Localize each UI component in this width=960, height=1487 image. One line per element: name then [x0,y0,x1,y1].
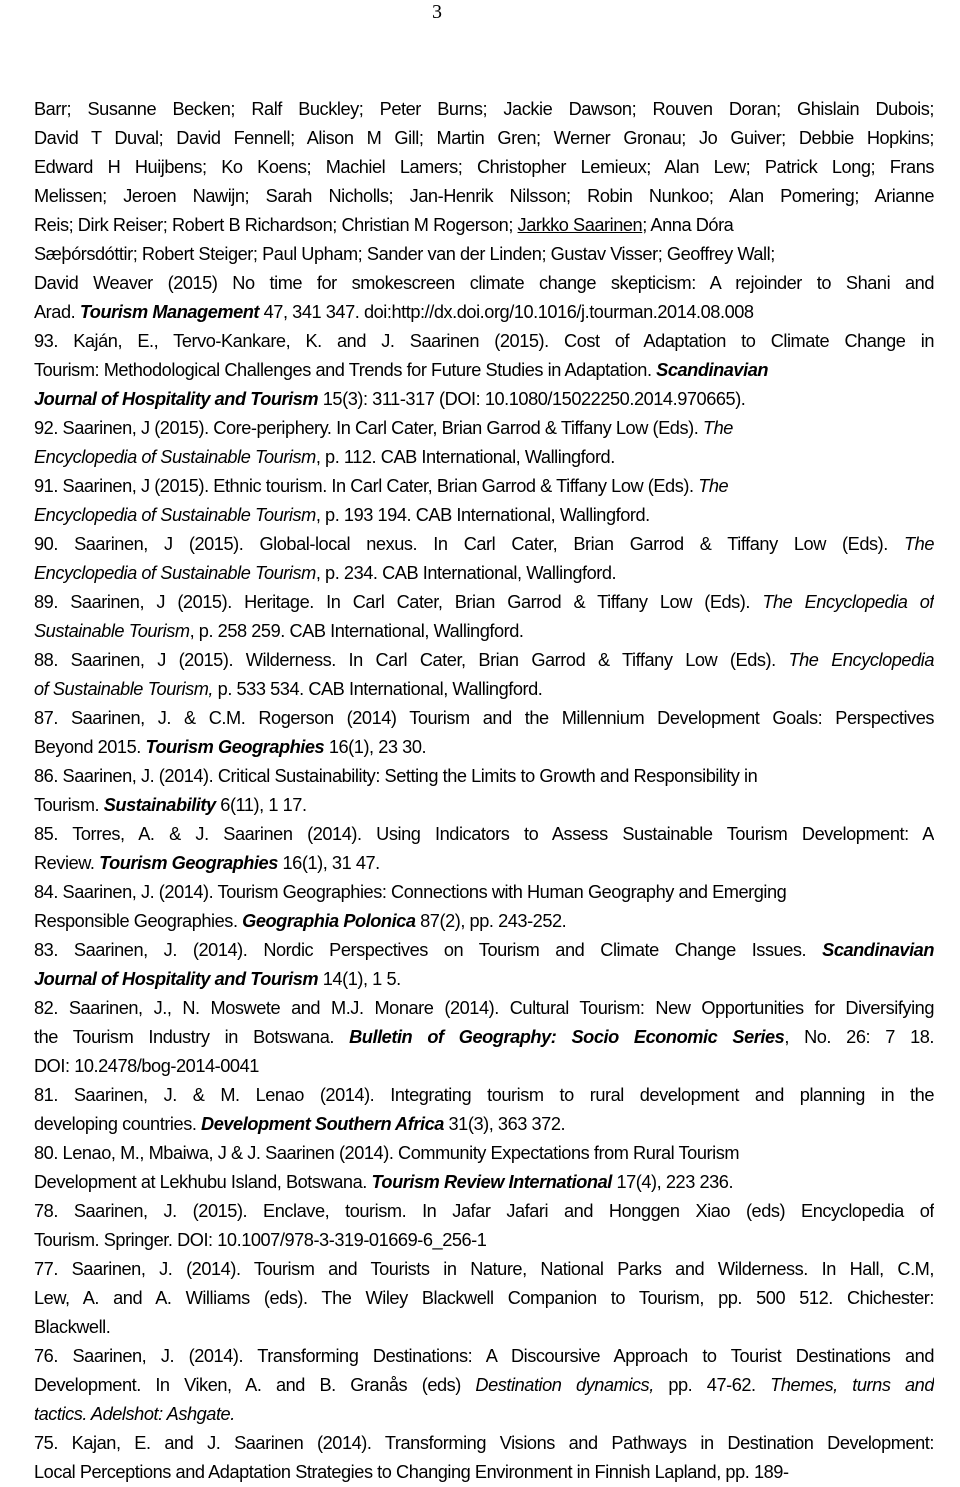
reference-line [34,617,934,646]
reference-text: 80. Lenao, M., Mbaiwa, J & J. Saarinen (2014). Community Expectations from Rural Tourism [34,1143,740,1163]
reference-text: 87(2), pp. 243-252. [415,911,567,931]
reference-line [34,820,934,849]
book-title: Themes, turns and [770,1375,934,1395]
reference-text: Responsible Geographies. [34,911,243,931]
reference-text: David T Duval; David Fennell; Alison M Gill; Martin Gren; Werner Gronau; Jo Guiver; Debbie Hopkins; [34,128,934,148]
reference-line [34,211,934,240]
reference-text: 82. Saarinen, J., N. Moswete and M.J. Monare (2014). Cultural Tourism: New Opportunities for Diversifying [34,998,934,1018]
reference-line [34,559,934,588]
reference-text: pp. 47-62. [653,1375,771,1395]
reference-text: 86. Saarinen, J. (2014). Critical Sustainability: Setting the Limits to Growth and Responsibility in [34,766,758,786]
reference-text: Local Perceptions and Adaptation Strategies to Changing Environment in Finnish Lapland, pp. 189- [34,1462,789,1482]
reference-text: 31(3), 363 372. [443,1114,566,1134]
reference-line [34,443,934,472]
reference-line [34,1226,934,1255]
reference-text: 84. Saarinen, J. (2014). Tourism Geographies: Connections with Human Geography and Emerging [34,882,787,902]
reference-line [34,298,934,327]
reference-text: Lew, A. and A. Williams (eds). The Wiley Blackwell Companion to Tourism, pp. 500 512. Chichester: [34,1288,934,1308]
journal-title: Journal of Hospitality and Tourism [34,389,319,409]
journal-title: Tourism Geographies [99,853,278,873]
reference-line [34,646,934,675]
reference-line [34,675,934,704]
book-title: Sustainable Tourism [34,621,190,641]
reference-line [34,965,934,994]
reference-text: , No. 26: 7 18. [784,1027,934,1047]
reference-line [34,124,934,153]
reference-text: 93. Kaján, E., Tervo-Kankare, K. and J. Saarinen (2015). Cost of Adaptation to Climate Change in [34,331,934,351]
reference-text: Tourism. Springer. DOI: 10.1007/978-3-319-01669-6_256-1 [34,1230,487,1250]
reference-text: Reis; Dirk Reiser; Robert B Richardson; Christian M Rogerson; [34,215,518,235]
reference-text: 75. Kajan, E. and J. Saarinen (2014). Transforming Visions and Pathways in Destination Development: [34,1433,934,1453]
reference-list [34,95,934,1487]
book-title: The [698,476,729,496]
reference-text: Sæþórsdóttir; Robert Steiger; Paul Upham; Sander van der Linden; Gustav Visser; Geoffrey Wall; [34,244,775,264]
author-link: Jarkko Saarinen [517,215,643,235]
journal-title: Scandinavian [656,360,769,380]
book-title: The Encyclopedia of [762,592,934,612]
reference-line [34,327,934,356]
reference-text: 76. Saarinen, J. (2014). Transforming Destinations: A Discoursive Approach to Tourist Destinations and [34,1346,934,1366]
reference-line [34,878,934,907]
journal-title: Development Southern Africa [201,1114,444,1134]
reference-text: Tourism: Methodological Challenges and Trends for Future Studies in Adaptation. [34,360,657,380]
journal-title: Bulletin of Geography: Socio Economic Series [349,1027,785,1047]
reference-text: 89. Saarinen, J (2015). Heritage. In Carl Cater, Brian Garrod & Tiffany Low (Eds). [34,592,763,612]
reference-text: p. 533 534. CAB International, Wallingford. [213,679,543,699]
book-title: of Sustainable Tourism, [34,679,214,699]
reference-line [34,1197,934,1226]
reference-text: Development at Lekhubu Island, Botswana. [34,1172,372,1192]
reference-line [34,1081,934,1110]
reference-line [34,907,934,936]
reference-line [34,1371,934,1400]
journal-title: Tourism Review International [371,1172,612,1192]
reference-line [34,588,934,617]
reference-line [34,530,934,559]
book-title: The Encyclopedia [788,650,934,670]
reference-line [34,240,934,269]
reference-text: , p. 112. CAB International, Wallingford. [315,447,615,467]
page-number: 3 [432,1,442,23]
reference-line [34,936,934,965]
reference-line [34,791,934,820]
reference-text: 88. Saarinen, J (2015). Wilderness. In Carl Cater, Brian Garrod & Tiffany Low (Eds). [34,650,789,670]
book-title: Encyclopedia of Sustainable Tourism [34,447,316,467]
reference-line [34,1313,934,1342]
journal-title: Tourism Geographies [145,737,325,757]
reference-text: David Weaver (2015) No time for smokescreen climate change skepticism: A rejoinder to Shani and [34,273,934,293]
reference-text: ; Anna Dóra [642,215,734,235]
reference-line [34,849,934,878]
reference-text: 6(11), 1 17. [215,795,307,815]
reference-line [34,1255,934,1284]
reference-line [34,1284,934,1313]
reference-line [34,1400,934,1429]
reference-text: developing countries. [34,1114,202,1134]
reference-text: Arad. [34,302,80,322]
reference-line [34,1052,934,1081]
reference-line [34,1429,934,1458]
reference-line [34,762,934,791]
reference-line [34,994,934,1023]
book-title: The [702,418,733,438]
reference-text: 90. Saarinen, J (2015). Global-local nexus. In Carl Cater, Brian Garrod & Tiffany Low (Eds). [34,534,904,554]
journal-title: Sustainability [103,795,216,815]
reference-text: Review. [34,853,100,873]
reference-text: 85. Torres, A. & J. Saarinen (2014). Using Indicators to Assess Sustainable Tourism Development: A [34,824,934,844]
reference-text: 15(3): 311-317 (DOI: 10.1080/15022250.2014.970665). [318,389,746,409]
reference-text: DOI: 10.2478/bog-2014-0041 [34,1056,259,1076]
reference-text: Edward H Huijbens; Ko Koens; Machiel Lamers; Christopher Lemieux; Alan Lew; Patrick Long; Frans [34,157,934,177]
reference-text: 16(1), 31 47. [277,853,380,873]
book-title: Encyclopedia of Sustainable Tourism [34,505,316,525]
reference-line [34,472,934,501]
reference-line [34,1110,934,1139]
reference-line [34,1458,934,1487]
reference-line [34,153,934,182]
journal-title: Journal of Hospitality and Tourism [34,969,319,989]
reference-text: Melissen; Jeroen Nawijn; Sarah Nicholls; Jan-Henrik Nilsson; Robin Nunkoo; Alan Pomering; Arianne [34,186,934,206]
reference-line [34,704,934,733]
reference-text: , p. 258 259. CAB International, Wallingford. [189,621,524,641]
reference-line [34,182,934,211]
journal-title: Geographia Polonica [242,911,416,931]
reference-text: 83. Saarinen, J. (2014). Nordic Perspectives on Tourism and Climate Change Issues. [34,940,823,960]
reference-line [34,1023,934,1052]
reference-line [34,385,934,414]
reference-line [34,269,934,298]
reference-text: 77. Saarinen, J. (2014). Tourism and Tourists in Nature, National Parks and Wilderness. In Hall, C.M, [34,1259,934,1279]
reference-text: the Tourism Industry in Botswana. [34,1027,350,1047]
reference-text: 91. Saarinen, J (2015). Ethnic tourism. In Carl Cater, Brian Garrod & Tiffany Low (Eds). [34,476,699,496]
reference-text: 14(1), 1 5. [318,969,401,989]
reference-text: 17(4), 223 236. [611,1172,734,1192]
reference-line [34,356,934,385]
reference-text: Blackwell. [34,1317,111,1337]
reference-text: 78. Saarinen, J. (2015). Enclave, tourism. In Jafar Jafari and Honggen Xiao (eds) Encyclopedia of [34,1201,934,1221]
reference-line [34,1342,934,1371]
book-title: tactics. Adelshot: Ashgate. [34,1404,235,1424]
reference-text: Tourism. [34,795,104,815]
reference-text: 16(1), 23 30. [324,737,427,757]
reference-text: Beyond 2015. [34,737,146,757]
reference-line [34,95,934,124]
reference-text: 47, 341 347. doi:http://dx.doi.org/10.1016/j.tourman.2014.08.008 [259,302,754,322]
reference-text: Barr; Susanne Becken; Ralf Buckley; Peter Burns; Jackie Dawson; Rouven Doran; Ghislain Dubois; [34,99,934,119]
reference-text: , p. 193 194. CAB International, Wallingford. [315,505,650,525]
reference-text: 87. Saarinen, J. & C.M. Rogerson (2014) Tourism and the Millennium Development Goals: Perspectives [34,708,934,728]
reference-line [34,501,934,530]
reference-text: Development. In Viken, A. and B. Granås (eds) [34,1375,476,1395]
reference-text: , p. 234. CAB International, Wallingford. [315,563,617,583]
journal-title: Tourism Management [79,302,260,322]
book-title: Destination dynamics, [475,1375,654,1395]
reference-text: 81. Saarinen, J. & M. Lenao (2014). Integrating tourism to rural development and planning in the [34,1085,934,1105]
journal-title: Scandinavian [822,940,934,960]
reference-line [34,733,934,762]
reference-line [34,1168,934,1197]
reference-line [34,1139,934,1168]
book-title: The [904,534,934,554]
reference-line [34,414,934,443]
book-title: Encyclopedia of Sustainable Tourism [34,563,316,583]
reference-text: 92. Saarinen, J (2015). Core-periphery. In Carl Cater, Brian Garrod & Tiffany Low (Eds). [34,418,703,438]
